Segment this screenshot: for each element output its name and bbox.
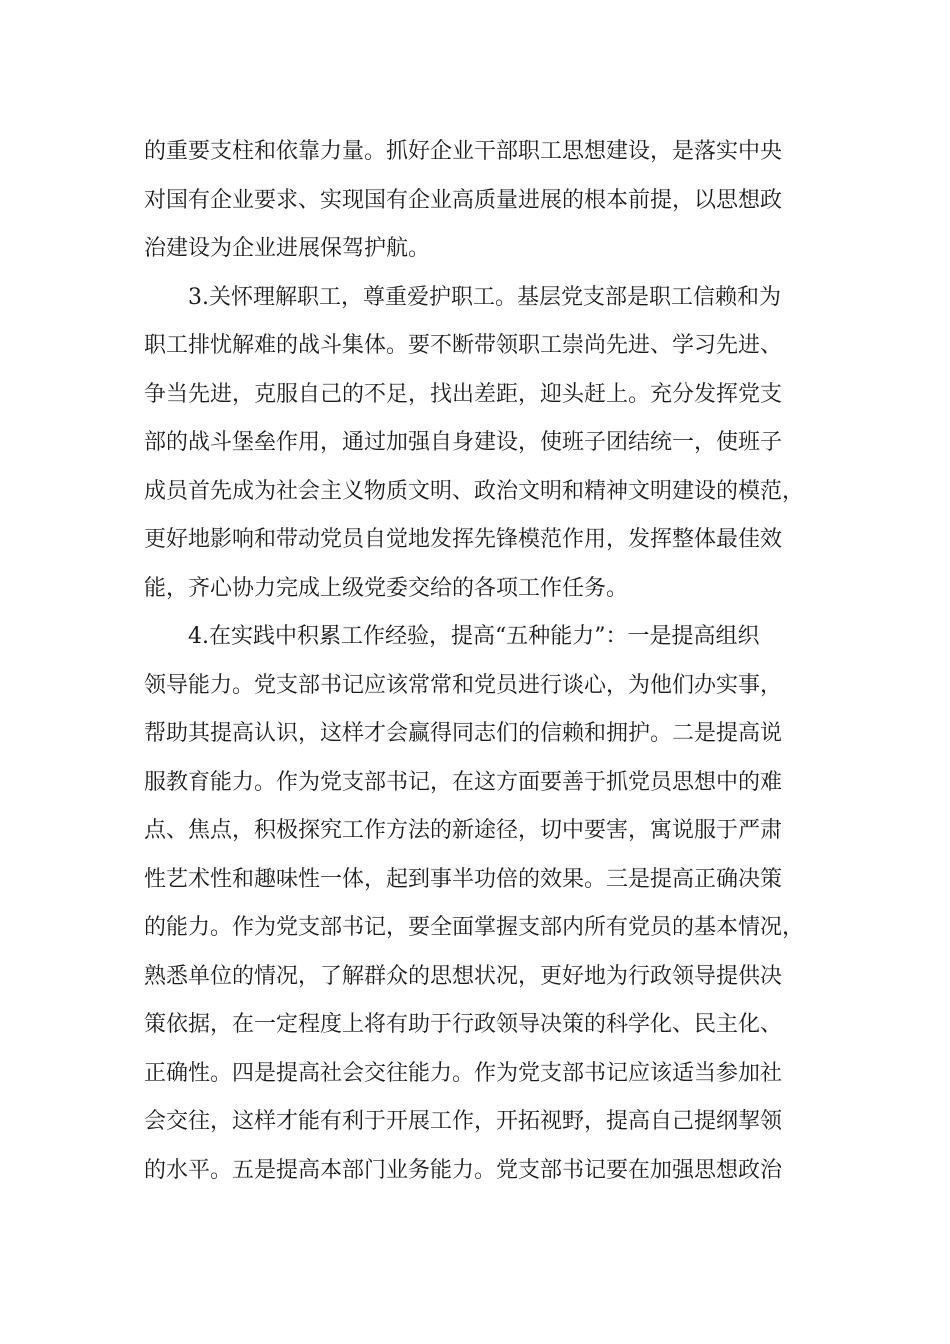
text-line: 更好地影响和带动党员自觉地发挥先锋模范作用，发挥整体最佳效	[144, 527, 783, 552]
text-line: 领导能力。党支部书记应该常常和党员进行谈心，为他们办实事，	[144, 672, 783, 698]
text-line: 策依据，在一定程度上将有助于行政领导决策的科学化、民主化、	[144, 1012, 783, 1037]
text-line: 对国有企业要求、实现国有企业高质量进展的根本前提，以思想政	[144, 187, 783, 213]
text-line: 3.关怀理解职工，尊重爱护职工。基层党支部是职工信赖和为	[188, 284, 781, 310]
text-line: 的水平。五是提高本部门业务能力。党支部书记要在加强思想政治	[144, 1157, 783, 1183]
text-line: 成员首先成为社会主义物质文明、政治文明和精神文明建设的模范，	[144, 478, 805, 504]
text-line: 服教育能力。作为党支部书记，在这方面要善于抓党员思想中的难	[144, 769, 783, 795]
text-line: 点、焦点，积极探究工作方法的新途径，切中要害，寓说服于严肃	[144, 818, 783, 843]
text-line: 能，齐心协力完成上级党委交给的各项工作任务。	[144, 575, 629, 601]
text-line: 治建设为企业进展保驾护航。	[144, 236, 431, 261]
text-line: 的重要支柱和依靠力量。抓好企业干部职工思想建设，是落实中央	[144, 139, 783, 164]
paragraph-1	[144, 128, 816, 274]
paragraph-3	[144, 613, 816, 1195]
text-line: 帮助其提高认识，这样才会赢得同志们的信赖和拥护。二是提高说	[144, 721, 783, 746]
text-line: 性艺术性和趣味性一体，起到事半功倍的效果。三是提高正确决策	[144, 866, 783, 892]
text-line: 熟悉单位的情况，了解群众的思想状况，更好地为行政领导提供决	[144, 963, 783, 989]
text-line: 会交往，这样才能有利于开展工作，开拓视野，提高自己提纲挈领	[144, 1109, 783, 1134]
text-line: 正确性。四是提高社会交往能力。作为党支部书记应该适当参加社	[144, 1060, 783, 1086]
paragraph-2	[144, 274, 816, 614]
text-line: 争当先进，克服自己的不足，找出差距，迎头赶上。充分发挥党支	[144, 381, 783, 407]
text-line: 4.在实践中积累工作经验，提高“五种能力”：一是提高组织	[188, 624, 760, 649]
text-line: 的能力。作为党支部书记，要全面掌握支部内所有党员的基本情况，	[144, 915, 805, 940]
text-line: 职工排忧解难的战斗集体。要不断带领职工崇尚先进、学习先进、	[144, 333, 783, 358]
text-line: 部的战斗堡垒作用，通过加强自身建设，使班子团结统一，使班子	[144, 430, 783, 455]
body-text	[144, 128, 816, 1195]
